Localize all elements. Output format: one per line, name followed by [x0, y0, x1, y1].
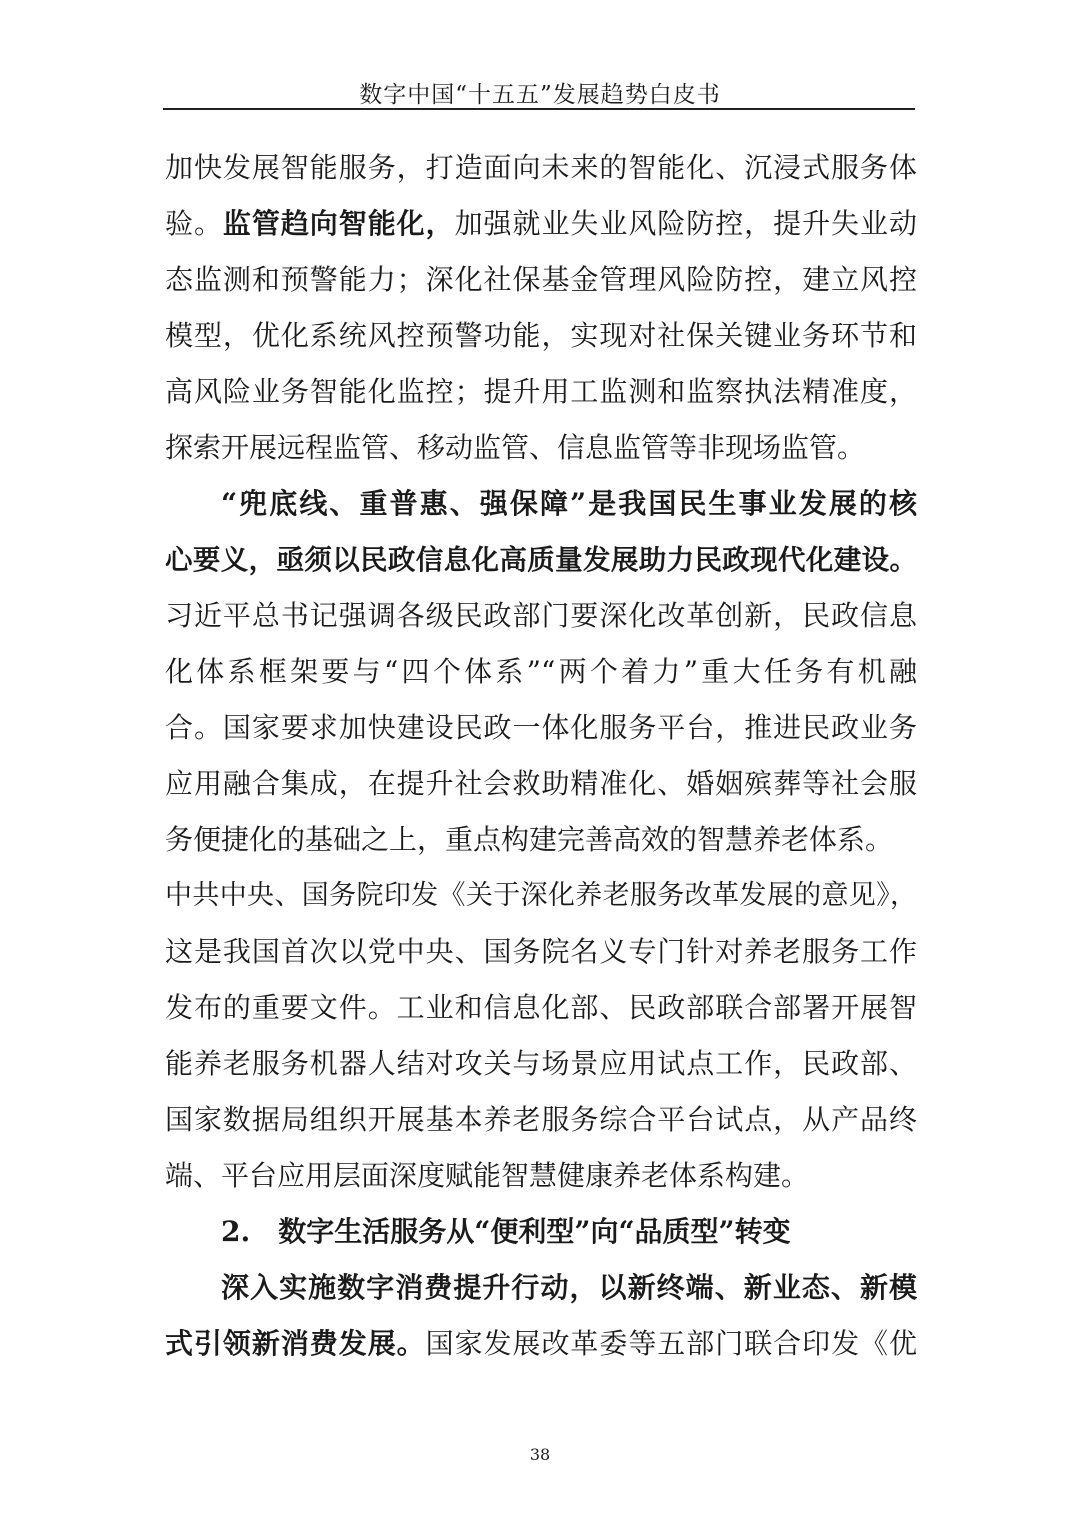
text-line: 国家数据局组织开展基本养老服务综合平台试点，从产品终	[165, 1103, 917, 1136]
text-line: 化体系框架要与“四个体系”“两个着力”重大任务有机融	[165, 655, 917, 688]
text-line: 习近平总书记强调各级民政部门要深化改革创新，民政信息	[165, 599, 917, 632]
page-number: 38	[529, 1445, 551, 1464]
text-line: 务便捷化的基础之上，重点构建完善高效的智慧养老体系。	[165, 823, 894, 856]
text-line: 应用融合集成，在提升社会救助精准化、婚姻殡葬等社会服	[165, 767, 917, 800]
text-line: 心要义，亟须以民政信息化高质量发展助力民政现代化建设。	[165, 544, 917, 576]
text-line: 端、平台应用层面深度赋能智慧健康养老体系构建。	[165, 1159, 810, 1192]
text-line: 加快发展智能服务，打造面向未来的智能化、沉浸式服务体	[165, 151, 917, 184]
document-body	[165, 140, 917, 1372]
text-line: “兜底线、重普惠、强保障”是我国民生事业发展的核	[221, 487, 917, 520]
header-divider	[163, 108, 915, 110]
section-heading: 2. 数字生活服务从“便利型”向“品质型”转变	[221, 1215, 791, 1248]
text-line: 探索开展远程监管、移动监管、信息监管等非现场监管。	[165, 431, 866, 464]
text-line: 态监测和预警能力；深化社保基金管理风险防控，建立风控	[165, 263, 917, 296]
text-line: 高风险业务智能化监控；提升用工监测和监察执法精准度，	[165, 375, 917, 408]
text-line: 发布的重要文件。工业和信息化部、民政部联合部署开展智	[165, 991, 917, 1024]
text-line: 式引领新消费发展。国家发展改革委等五部门联合印发《优	[165, 1327, 917, 1360]
running-header-title: 数字中国“十五五”发展趋势白皮书	[359, 82, 721, 108]
text-line: 模型，优化系统风控预警功能，实现对社保关键业务环节和	[165, 319, 917, 352]
text-line: 这是我国首次以党中央、国务院名义专门针对养老服务工作	[165, 935, 917, 968]
text-line: 深入实施数字消费提升行动，以新终端、新业态、新模	[221, 1271, 917, 1304]
text-line: 中共中央、国务院印发《关于深化养老服务改革发展的意见》，	[165, 880, 917, 911]
text-line: 验。监管趋向智能化，加强就业失业风险防控，提升失业动	[165, 207, 917, 240]
text-line: 能养老服务机器人结对攻关与场景应用试点工作，民政部、	[165, 1047, 917, 1080]
text-line: 合。国家要求加快建设民政一体化服务平台，推进民政业务	[165, 711, 917, 744]
